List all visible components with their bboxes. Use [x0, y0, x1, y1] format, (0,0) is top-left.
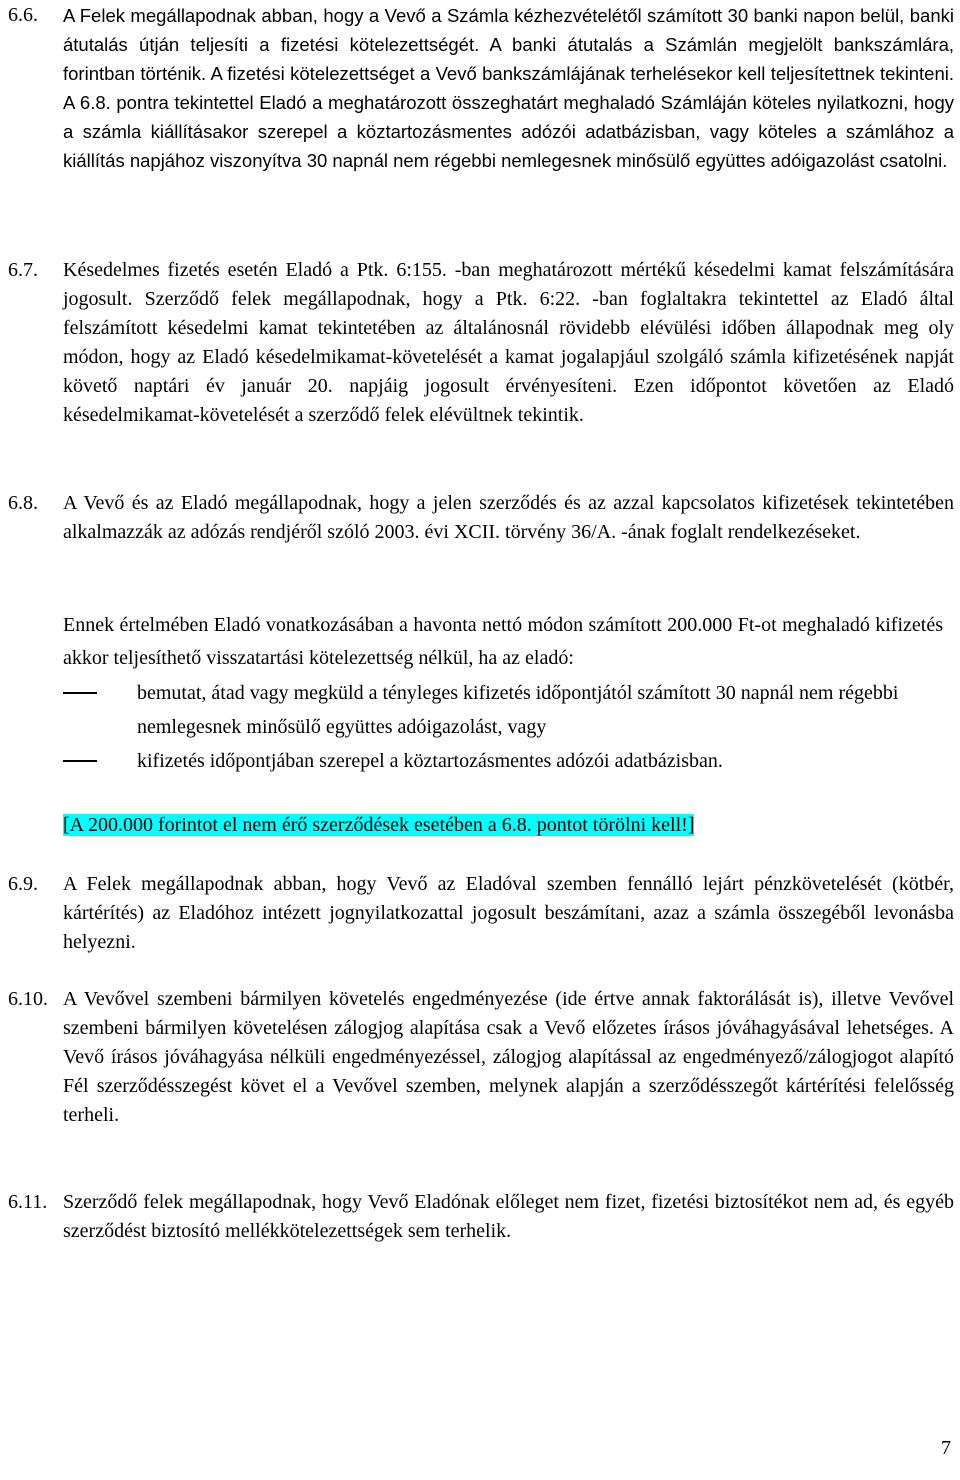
section-text: A Vevő és az Eladó megállapodnak, hogy a jelen szerződés és az azzal kapcsolatos kifizetések tekintetében alkalmazzák az adózás rendjéről szóló 2003. évi XCII. törvény 36/A. -ának foglalt rendelkezéseket.: [63, 492, 954, 543]
section-6-7: [8, 256, 954, 430]
section-6-11: [8, 1188, 954, 1246]
dash-icon: [63, 676, 137, 744]
section-text: Késedelmes fizetés esetén Eladó a Ptk. 6:155. -ban meghatározott mértékű késedelmi kamat felszámítására jogosult. Szerződő felek megállapodnak, hogy a Ptk. 6:22. -ban foglaltakra tekintettel az Eladó által felszámított késedelmi kamat tekintetében az általánosnál rövidebb elévülési időben állapodnak meg oly módon, hogy az Eladó késedelmikamat-követelését a kamat jogalapjául szolgáló számla kifizetésének napját követő naptári év január 20. napjáig jogosult érvényesíteni. Ezen időpontot követően az Eladó késedelmikamat-követelését a szerződő felek elévültnek tekintik.: [63, 259, 954, 426]
list-item-text: kifizetés időpontjában szerepel a köztartozásmentes adózói adatbázisban.: [137, 750, 723, 772]
section-6-6: [8, 1, 954, 175]
section-6-10: [8, 985, 954, 1130]
dash-icon: [63, 744, 137, 778]
list-item: [63, 676, 903, 744]
section-number: 6.10.: [8, 988, 48, 1010]
section-text: A Vevővel szembeni bármilyen követelés engedményezése (ide értve annak faktorálását is), illetve Vevővel szembeni bármilyen követelésen zálogjog alapítása csak a Vevő előzetes írásos jóváhagyásával lehetséges. A Vevő írásos jóváhagyása nélküli engedményezéssel, zálogjog alapítással az engedményező/zálogjogot alapító Fél szerződésszegést követ el a Vevővel szemben, melynek alapján a szerződésszegőt kártérítési felelősség terheli.: [63, 988, 954, 1126]
section-number: 6.9.: [8, 873, 38, 895]
section-6-8-extra: Ennek értelmében Eladó vonatkozásában a havonta nettó módon számított 200.000 Ft-ot meghaladó kifizetés akkor teljesíthető visszatartási kötelezettség nélkül, ha az eladó:: [63, 614, 943, 669]
section-text: Szerződő felek megállapodnak, hogy Vevő Eladónak előleget nem fizet, fizetési biztosítékot nem ad, és egyéb szerződést biztosító mellékkötelezettségek sem terhelik.: [63, 1191, 954, 1242]
section-6-9: [8, 870, 954, 957]
section-number: 6.7.: [8, 259, 38, 281]
page-number: 7: [941, 1437, 951, 1459]
section-6-8: [8, 489, 954, 547]
section-number: 6.8.: [8, 492, 38, 514]
section-number: 6.11.: [8, 1191, 48, 1213]
highlighted-note: [63, 812, 694, 839]
highlighted-note-text: [A 200.000 forintot el nem érő szerződések esetében a 6.8. pontot törölni kell!]: [63, 814, 695, 836]
list-item-text: bemutat, átad vagy megküld a tényleges kifizetés időpontjától számított 30 napnál nem régebbi nemlegesnek minősülő együttes adóigazolást, vagy: [137, 682, 899, 738]
section-number: 6.6.: [8, 4, 38, 26]
section-text: A Felek megállapodnak abban, hogy a Vevő a Számla kézhezvételétől számított 30 banki napon belül, banki átutalás útján teljesíti a fizetési kötelezettségét. A banki átutalás a Számlán megjelölt bankszámlára, forintban történik. A fizetési kötelezettséget a Vevő bankszámlájának terhelésekor kell teljesítettnek tekinteni. A 6.8. pontra tekintettel Eladó a meghatározott összeghatárt meghaladó Számláján köteles nyilatkozni, hogy a számla kiállításakor szerepel a köztartozásmentes adózói adatbázisban, vagy köteles a számlához a kiállítás napjához viszonyítva 30 napnál nem régebbi nemlegesnek minősülő együttes adóigazolást csatolni.: [63, 5, 954, 171]
section-text: A Felek megállapodnak abban, hogy Vevő az Eladóval szemben fennálló lejárt pénzkövetelését (kötbér, kártérítés) az Eladóhoz intézett jognyilatkozattal jogosult beszámítani, azaz a számla összegéből levonásba helyezni.: [63, 873, 954, 953]
list-item: [63, 744, 903, 778]
